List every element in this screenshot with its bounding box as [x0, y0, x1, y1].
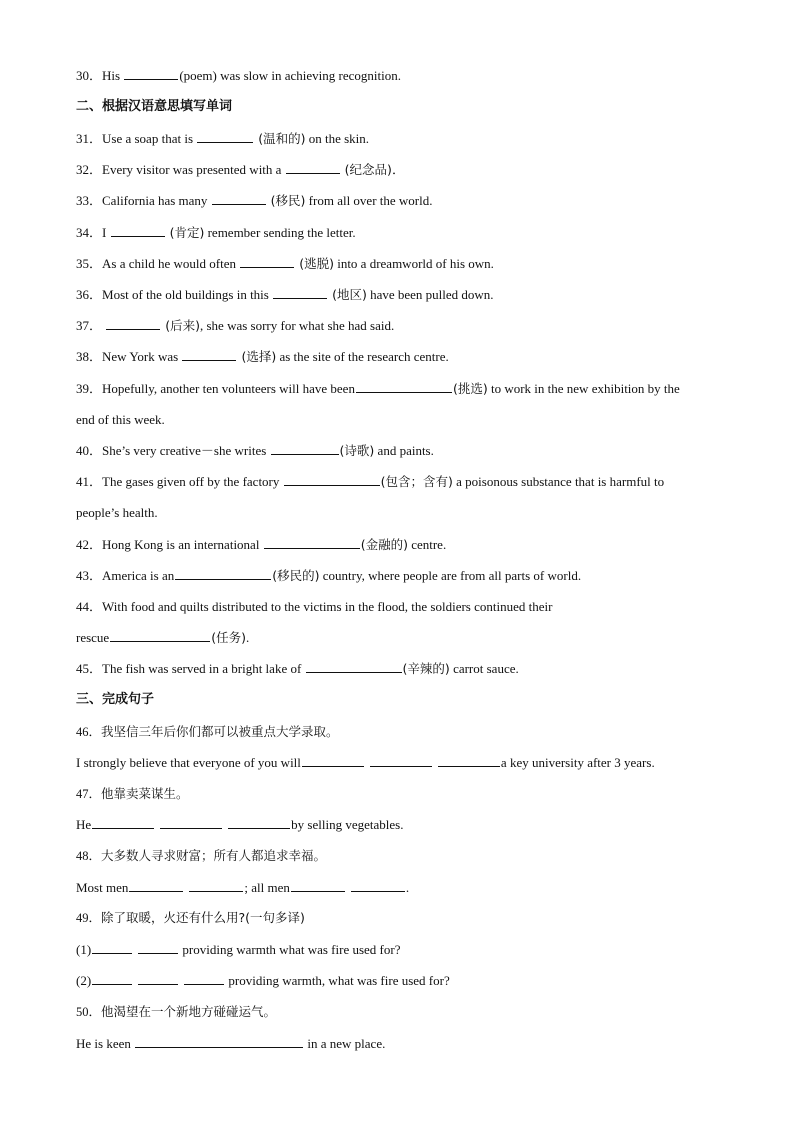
question-33	[76, 193, 726, 209]
question-39-continued: end of this week.	[76, 412, 165, 427]
answer-blank[interactable]	[197, 131, 253, 143]
question-text: .	[245, 630, 250, 645]
section-title-3: 三、完成句子	[76, 692, 155, 707]
question-number: 48．	[76, 849, 102, 863]
answer-blank[interactable]	[284, 474, 380, 486]
question-text: a poisonous substance that is harmful to	[452, 474, 665, 489]
question-text: (1)	[76, 942, 92, 957]
question-text: With food and quilts distributed to the victims in the flood, the soldiers continued their	[102, 599, 553, 614]
question-number: 32．	[76, 162, 103, 177]
question-49-answer-line-2	[76, 973, 726, 989]
chinese-hint: (逃脱)	[295, 256, 334, 271]
question-text: , she was sorry for what she had said.	[200, 318, 395, 333]
question-number: 46．	[76, 725, 102, 739]
question-31	[76, 131, 726, 147]
chinese-hint: (温和的)	[254, 131, 306, 146]
question-text: He is keen	[76, 1036, 135, 1051]
answer-blank[interactable]	[212, 193, 266, 205]
chinese-hint: (选择)	[237, 349, 277, 364]
question-text: The fish was served in a bright lake of	[102, 661, 305, 676]
question-number: 41．	[76, 474, 103, 489]
chinese-hint: (肯定)	[165, 225, 205, 240]
question-text: providing warmth, what was fire used for?	[225, 973, 450, 988]
question-text: ; all men	[244, 880, 290, 895]
answer-blank[interactable]	[138, 942, 178, 954]
chinese-prompt: 除了取暖，火还有什么用?(一句多译)	[101, 910, 305, 925]
question-41	[76, 474, 726, 490]
question-41-continued: people’s health.	[76, 505, 158, 520]
question-39	[76, 381, 726, 397]
section-title-2: 二、根据汉语意思填写单词	[76, 99, 233, 114]
question-number: 44．	[76, 599, 103, 614]
question-text: from all over the world.	[305, 193, 433, 208]
answer-blank[interactable]	[228, 817, 290, 829]
question-text: into a dreamworld of his own.	[333, 256, 494, 271]
answer-blank[interactable]	[182, 349, 236, 361]
question-text: a key university after 3 years.	[500, 755, 655, 770]
question-35	[76, 256, 726, 272]
chinese-prompt: 大多数人寻求财富；所有人都追求幸福。	[101, 848, 327, 863]
question-32	[76, 162, 726, 178]
answer-blank[interactable]	[138, 973, 178, 985]
question-number: 33．	[76, 193, 103, 208]
chinese-hint: (包含；含有)	[380, 474, 453, 489]
answer-blank[interactable]	[356, 381, 452, 393]
answer-blank[interactable]	[106, 318, 160, 330]
question-text: remember sending the letter.	[204, 225, 356, 240]
answer-blank[interactable]	[438, 755, 500, 767]
question-37	[76, 318, 726, 334]
question-number: 34．	[76, 225, 103, 240]
question-number: 45．	[76, 661, 103, 676]
question-text: ．	[391, 162, 405, 177]
question-number: 49．	[76, 911, 102, 925]
question-48-answer-line	[76, 880, 726, 896]
question-text: New York was	[102, 349, 182, 364]
answer-blank[interactable]	[306, 661, 402, 673]
question-text	[102, 318, 105, 333]
question-50	[76, 1004, 726, 1020]
question-text: He	[76, 817, 92, 832]
question-text: California has many	[102, 193, 211, 208]
question-text: Every visitor was presented with a	[102, 162, 285, 177]
answer-blank[interactable]	[351, 880, 405, 892]
question-50-answer-line	[76, 1036, 726, 1052]
question-46	[76, 724, 726, 740]
question-text: As a child he would often	[102, 256, 240, 271]
answer-blank[interactable]	[124, 68, 178, 80]
question-number: 38．	[76, 349, 103, 364]
question-text: rescue	[76, 630, 110, 645]
answer-blank[interactable]	[291, 880, 345, 892]
question-34	[76, 225, 726, 241]
question-44-continued	[76, 630, 726, 646]
question-text: .	[405, 880, 410, 895]
chinese-hint: (任务)	[211, 630, 246, 645]
chinese-hint: (地区)	[328, 287, 367, 302]
question-43	[76, 568, 726, 584]
question-text: She’s very creative－she writes	[102, 443, 270, 458]
question-text: country, where people are from all parts of world.	[319, 568, 582, 583]
question-49-answer-line-1	[76, 942, 726, 958]
question-36	[76, 287, 726, 303]
answer-blank[interactable]	[370, 755, 432, 767]
chinese-hint: (挑选)	[452, 381, 488, 396]
question-number: 39．	[76, 381, 103, 396]
question-49	[76, 910, 726, 926]
chinese-prompt: 我坚信三年后你们都可以被重点大学录取。	[101, 724, 339, 739]
answer-blank[interactable]	[135, 1036, 303, 1048]
answer-blank[interactable]	[160, 817, 222, 829]
question-47	[76, 786, 726, 802]
question-number: 40．	[76, 443, 103, 458]
question-text: (2)	[76, 973, 92, 988]
chinese-prompt: 他渴望在一个新地方碰碰运气。	[101, 1004, 277, 1019]
chinese-hint: (后来)	[161, 318, 200, 333]
answer-blank[interactable]	[240, 256, 294, 268]
answer-blank[interactable]	[189, 880, 243, 892]
question-text: and paints.	[374, 443, 434, 458]
answer-blank[interactable]	[273, 287, 327, 299]
question-text: Hopefully, another ten volunteers will have been	[102, 381, 355, 396]
question-text: providing warmth what was fire used for?	[179, 942, 401, 957]
question-text: His	[102, 68, 124, 83]
question-text: Hong Kong is an international	[102, 537, 263, 552]
answer-blank[interactable]	[271, 443, 339, 455]
question-number: 31．	[76, 131, 103, 146]
answer-blank[interactable]	[175, 568, 271, 580]
answer-blank[interactable]	[184, 973, 224, 985]
question-text: I	[102, 225, 110, 240]
question-text: America is an	[102, 568, 175, 583]
answer-blank[interactable]	[110, 630, 210, 642]
question-40	[76, 443, 726, 459]
question-text: in a new place.	[304, 1036, 386, 1051]
question-number: 30．	[76, 68, 103, 83]
answer-blank[interactable]	[111, 225, 165, 237]
question-text: (poem) was slow in achieving recognition.	[179, 68, 401, 83]
answer-blank[interactable]	[286, 162, 340, 174]
question-30	[76, 68, 726, 84]
question-number: 37．	[76, 318, 103, 333]
question-number: 36．	[76, 287, 103, 302]
question-48	[76, 848, 726, 864]
chinese-hint: (诗歌)	[339, 443, 375, 458]
question-text: by selling vegetables.	[291, 817, 404, 832]
question-44	[76, 599, 726, 615]
answer-blank[interactable]	[302, 755, 364, 767]
chinese-hint: (纪念品)	[340, 162, 392, 177]
chinese-hint: (移民的)	[272, 568, 320, 583]
question-text: have been pulled down.	[366, 287, 494, 302]
question-number: 35．	[76, 256, 103, 271]
question-text: The gases given off by the factory	[102, 474, 283, 489]
chinese-hint: (金融的)	[360, 537, 408, 552]
question-42	[76, 537, 726, 553]
question-number: 47．	[76, 787, 102, 801]
question-text: I strongly believe that everyone of you will	[76, 755, 301, 770]
question-text: as the site of the research centre.	[276, 349, 449, 364]
question-number: 42．	[76, 537, 103, 552]
question-number: 43．	[76, 568, 103, 583]
question-text: Use a soap that is	[102, 131, 197, 146]
question-text: on the skin.	[305, 131, 370, 146]
chinese-hint: (移民)	[266, 193, 306, 208]
chinese-prompt: 他靠卖菜谋生。	[101, 786, 189, 801]
question-46-answer-line	[76, 755, 726, 771]
question-text: carrot sauce.	[449, 661, 519, 676]
question-text: to work in the new exhibition by the	[487, 381, 680, 396]
answer-blank[interactable]	[92, 817, 154, 829]
question-45	[76, 661, 726, 677]
answer-blank[interactable]	[264, 537, 360, 549]
question-38	[76, 349, 726, 365]
answer-blank[interactable]	[92, 973, 132, 985]
chinese-hint: (辛辣的)	[402, 661, 450, 676]
question-text: Most men	[76, 880, 129, 895]
question-text: centre.	[407, 537, 447, 552]
question-text: Most of the old buildings in this	[102, 287, 273, 302]
answer-blank[interactable]	[92, 942, 132, 954]
answer-blank[interactable]	[129, 880, 183, 892]
question-47-answer-line	[76, 817, 726, 833]
question-number: 50．	[76, 1005, 102, 1019]
